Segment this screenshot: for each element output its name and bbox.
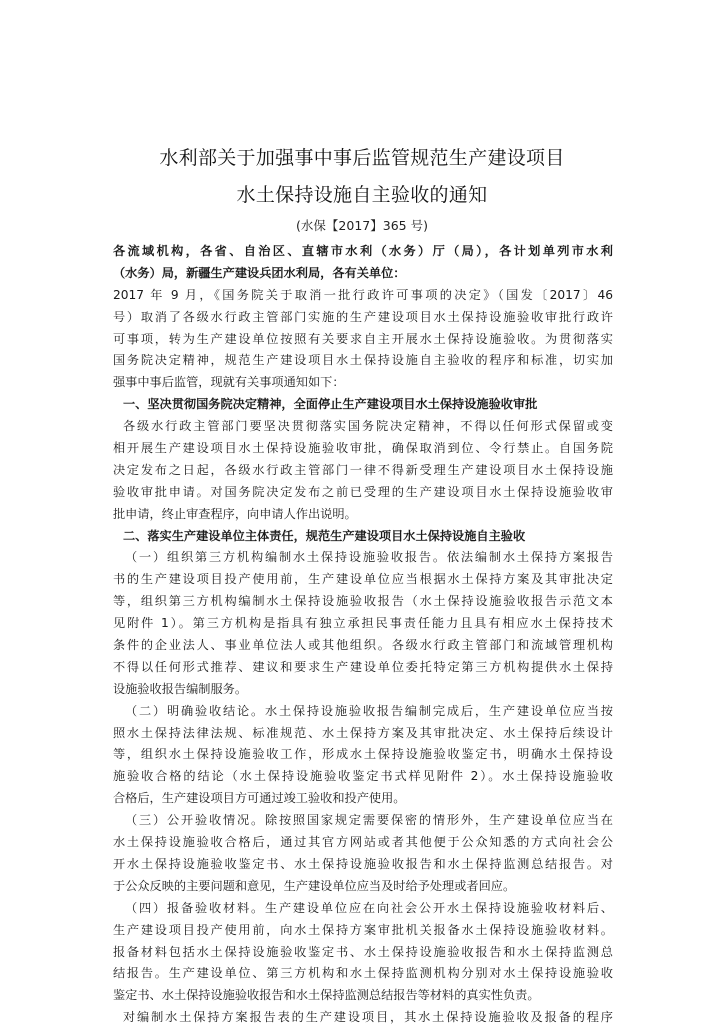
- body-line: 结报告。生产建设单位、第三方机构和水土保持监测机构分别对水土保持设施验收: [113, 966, 613, 981]
- addressee-line: 各流域机构，各省、自治区、直辖市水利（水务）厅（局），各计划单列市水利: [113, 244, 613, 258]
- body-line: 强事中事后监管，现就有关事项通知如下：: [113, 375, 345, 390]
- body-line: 照水土保持法律法规、标准规范、水土保持方案及其审批决定、水土保持后续设计: [113, 725, 613, 740]
- body-line: 条件的企业法人、事业单位法人或其他组织。各级水行政主管部门和流域管理机构: [113, 638, 613, 653]
- body-line: 相开展生产建设项目水土保持设施验收审批，确保取消到位、令行禁止。自国务院: [113, 441, 613, 456]
- body-line: 批申请，终止审查程序，向申请人作出说明。: [113, 506, 357, 521]
- body-line: （一）组织第三方机构编制水土保持设施验收报告。依法编制水土保持方案报告: [125, 550, 613, 565]
- body-line: 不得以任何形式推荐、建议和要求生产建设单位委托特定第三方机构提供水土保持: [113, 659, 613, 674]
- body-line: 生产建设项目投产使用前，向水土保持方案审批机关报备水土保持设施验收材料。: [113, 922, 613, 937]
- body-line: 设施验收报告编制服务。: [113, 681, 248, 696]
- document-title-line2: 水土保持设施自主验收的通知: [236, 184, 488, 206]
- body-line: 书的生产建设项目投产使用前，生产建设单位应当根据水土保持方案及其审批决定: [113, 572, 613, 587]
- body-line: 2017 年 9 月，《国务院关于取消一批行政许可事项的决定》（国发〔2017〕46: [113, 287, 613, 302]
- body-line: 国务院决定精神，规范生产建设项目水土保持设施自主验收的程序和标准，切实加: [113, 353, 613, 368]
- body-line: （四）报备验收材料。生产建设单位应在向社会公开水土保持设施验收材料后、: [125, 900, 613, 915]
- document-title-line1: 水利部关于加强事中事后监管规范生产建设项目: [159, 147, 565, 169]
- body-line: （三）公开验收情况。除按照国家规定需要保密的情形外，生产建设单位应当在: [125, 813, 613, 828]
- document-body: [113, 241, 613, 1029]
- body-line: 可事项，转为生产建设单位按照有关要求自主开展水土保持设施验收。为贯彻落实: [113, 331, 613, 346]
- body-line: 见附件 1）。第三方机构是指具有独立承担民事责任能力且具有相应水土保持技术: [113, 616, 613, 631]
- section-heading-1: 一、坚决贯彻国务院决定精神，全面停止生产建设项目水土保持设施验收审批: [123, 397, 538, 412]
- body-line: 等，组织水土保持设施验收工作，形成水土保持设施验收鉴定书，明确水土保持设: [113, 747, 613, 762]
- body-line: 号）取消了各级水行政主管部门实施的生产建设项目水土保持设施验收审批行政许: [113, 309, 613, 324]
- body-line: 各级水行政主管部门要坚决贯彻落实国务院决定精神，不得以任何形式保留或变: [123, 419, 613, 434]
- body-line: 于公众反映的主要问题和意见，生产建设单位应当及时给予处理或者回应。: [113, 878, 516, 893]
- body-line: 鉴定书、水土保持设施验收报告和水土保持监测总结报告等材料的真实性负责。: [113, 988, 540, 1003]
- body-line: 验收审批申请。对国务院决定发布之前已受理的生产建设项目水土保持设施验收审: [113, 484, 613, 499]
- body-line: 报备材料包括水土保持设施验收鉴定书、水土保持设施验收报告和水土保持监测总: [113, 944, 613, 959]
- section-heading-2: 二、落实生产建设单位主体责任，规范生产建设项目水土保持设施自主验收: [123, 528, 526, 543]
- body-line: 决定发布之日起，各级水行政主管部门一律不得新受理生产建设项目水土保持设施: [113, 462, 613, 477]
- body-line: 开水土保持设施验收鉴定书、水土保持设施验收报告和水土保持监测总结报告。对: [113, 856, 613, 871]
- body-line: 水土保持设施验收合格后，通过其官方网站或者其他便于公众知悉的方式向社会公: [113, 835, 613, 850]
- body-line: （二）明确验收结论。水土保持设施验收报告编制完成后，生产建设单位应当按: [125, 703, 613, 718]
- addressee-line: （水务）局，新疆生产建设兵团水利局，各有关单位：: [113, 265, 406, 280]
- body-line: 合格后，生产建设项目方可通过竣工验收和投产使用。: [113, 791, 406, 806]
- document-number: (水保【2017】365 号): [296, 218, 428, 233]
- body-line: 对编制水土保持方案报告表的生产建设项目，其水土保持设施验收及报备的程序: [123, 1010, 613, 1025]
- body-line: 施验收合格的结论（水土保持设施验收鉴定书式样见附件 2）。水土保持设施验收: [113, 769, 613, 784]
- body-line: 等，组织第三方机构编制水土保持设施验收报告（水土保持设施验收报告示范文本: [113, 594, 613, 609]
